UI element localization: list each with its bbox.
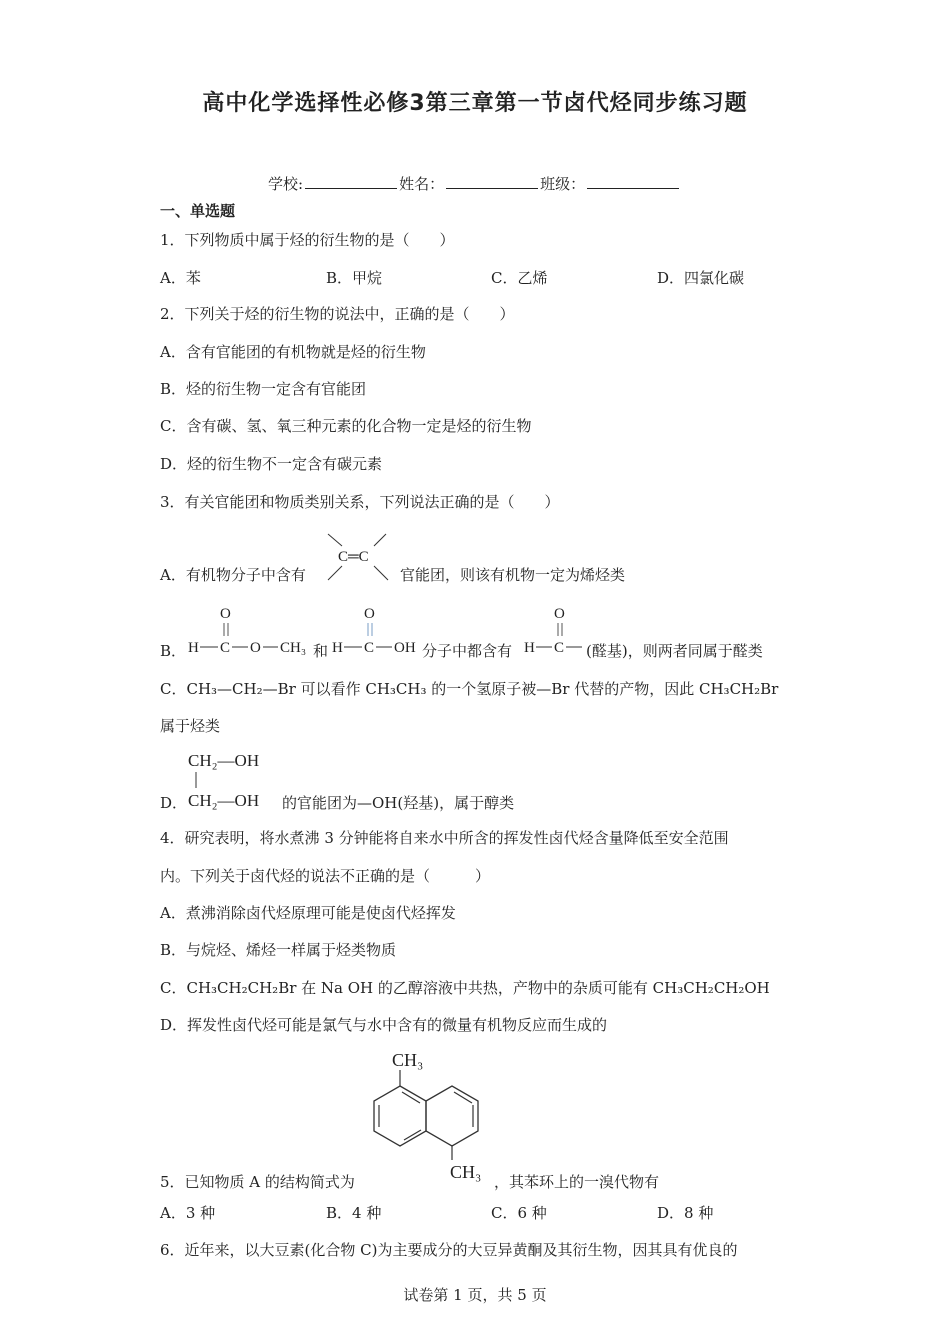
q2-option-d: D．烃的衍生物不一定含有碳元素	[160, 455, 383, 473]
q3-option-c-line1: C．CH₃—CH₂—Br 可以看作 CH₃CH₃ 的一个氢原子被—Br 代替的产物，因此 CH₃CH₂Br	[160, 680, 779, 698]
h-atom: H	[524, 640, 535, 656]
h-atom: H	[188, 640, 199, 656]
q2-option-c: C．含有碳、氢、氧三种元素的化合物一定是烃的衍生物	[160, 417, 532, 435]
page-footer: 试卷第 1 页，共 5 页	[403, 1286, 547, 1304]
ch3-bottom: CH₃	[450, 1162, 482, 1182]
q3-option-a-suffix: 官能团，则该有机物一定为烯烃类	[400, 566, 626, 584]
dimethylnaphthalene-structure	[366, 1046, 496, 1182]
q4-option-d: D．挥发性卤代烃可能是氯气与水中含有的微量有机物反应而生成的	[160, 1016, 608, 1034]
page-title: 高中化学选择性必修3第三章第一节卤代烃同步练习题	[202, 91, 748, 116]
o-atom: O	[364, 606, 375, 622]
q5-option-a: A．3 种	[160, 1204, 216, 1222]
school-blank	[305, 174, 397, 189]
q4-stem-line2: 内。下列关于卤代烃的说法不正确的是（ ）	[160, 867, 491, 885]
ethylene-glycol-structure	[186, 746, 282, 812]
q3-option-c-line2: 属于烃类	[160, 717, 221, 735]
q1-stem: 1．下列物质中属于烃的衍生物的是（ ）	[160, 231, 455, 249]
o-atom: O	[250, 640, 261, 656]
q1-option-d: D．四氯化碳	[657, 269, 745, 287]
aldehyde-group-structure	[522, 602, 584, 658]
q4-option-b: B．与烷烃、烯烃一样属于烃类物质	[160, 941, 397, 959]
q4-stem-line1: 4．研究表明，将水煮沸 3 分钟能将自来水中所含的挥发性卤代烃含量降低至安全范围	[160, 829, 729, 847]
q3-option-a-prefix: A．有机物分子中含有	[160, 566, 306, 584]
methyl-formate-structure	[186, 602, 312, 658]
class-blank	[587, 174, 679, 189]
q4-option-a: A．煮沸消除卤代烃原理可能是使卤代烃挥发	[160, 904, 456, 922]
h-atom: H	[332, 640, 343, 656]
q2-option-b: B．烃的衍生物一定含有官能团	[160, 380, 367, 398]
school-label: 学校:	[268, 175, 304, 193]
ch2oh-top: CH₂—OH	[188, 751, 260, 770]
o-atom: O	[220, 606, 231, 622]
c-atom: C	[554, 640, 565, 656]
oh-group: OH	[394, 640, 416, 656]
q5-stem-suffix: ，其苯环上的一溴代物有	[494, 1173, 660, 1191]
section-title: 一、单选题	[160, 202, 236, 220]
q3-option-b-contains: 分子中都含有	[422, 642, 513, 660]
o-atom: O	[554, 606, 565, 622]
q3-option-b-label: B．	[160, 642, 187, 660]
q2-option-a: A．含有官能团的有机物就是烃的衍生物	[160, 343, 426, 361]
formic-acid-structure	[330, 602, 422, 658]
q1-option-c: C．乙烯	[491, 269, 548, 287]
q5-option-b: B．4 种	[326, 1204, 382, 1222]
q5-stem-prefix: 5．已知物质 A 的结构简式为	[160, 1173, 355, 1191]
header-fields	[268, 174, 681, 194]
ch3-top: CH₃	[392, 1050, 424, 1070]
q1-option-a: A．苯	[160, 269, 201, 287]
alkene-structure	[322, 528, 400, 584]
alkene-label: C═C	[338, 549, 369, 565]
ch2oh-bottom: CH₂—OH	[188, 791, 260, 810]
name-blank	[446, 174, 538, 189]
q2-stem: 2．下列关于烃的衍生物的说法中，正确的是（ ）	[160, 305, 515, 323]
q6-stem-line1: 6．近年来，以大豆素(化合物 C)为主要成分的大豆异黄酮及其衍生物，因其具有优良的	[160, 1241, 738, 1259]
class-label: 班级：	[540, 175, 586, 193]
q5-option-c: C．6 种	[491, 1204, 547, 1222]
q3-option-d-label: D．	[160, 794, 188, 812]
q1-option-b: B．甲烷	[326, 269, 383, 287]
q3-option-b-and: 和	[313, 642, 329, 660]
c-atom: C	[364, 640, 375, 656]
q5-option-d: D．8 种	[657, 1204, 714, 1222]
name-label: 姓名：	[399, 175, 445, 193]
ch3-group: CH₃	[280, 640, 307, 656]
q3-option-d-suffix: 的官能团为—OH(羟基)，属于醇类	[282, 794, 515, 812]
q3-option-b-suffix: (醛基)，则两者同属于醛类	[586, 642, 763, 660]
c-atom: C	[220, 640, 231, 656]
q4-option-c: C．CH₃CH₂CH₂Br 在 Na OH 的乙醇溶液中共热，产物中的杂质可能有 CH₃CH₂CH₂OH	[160, 979, 770, 997]
q3-stem: 3．有关官能团和物质类别关系，下列说法正确的是（ ）	[160, 493, 560, 511]
